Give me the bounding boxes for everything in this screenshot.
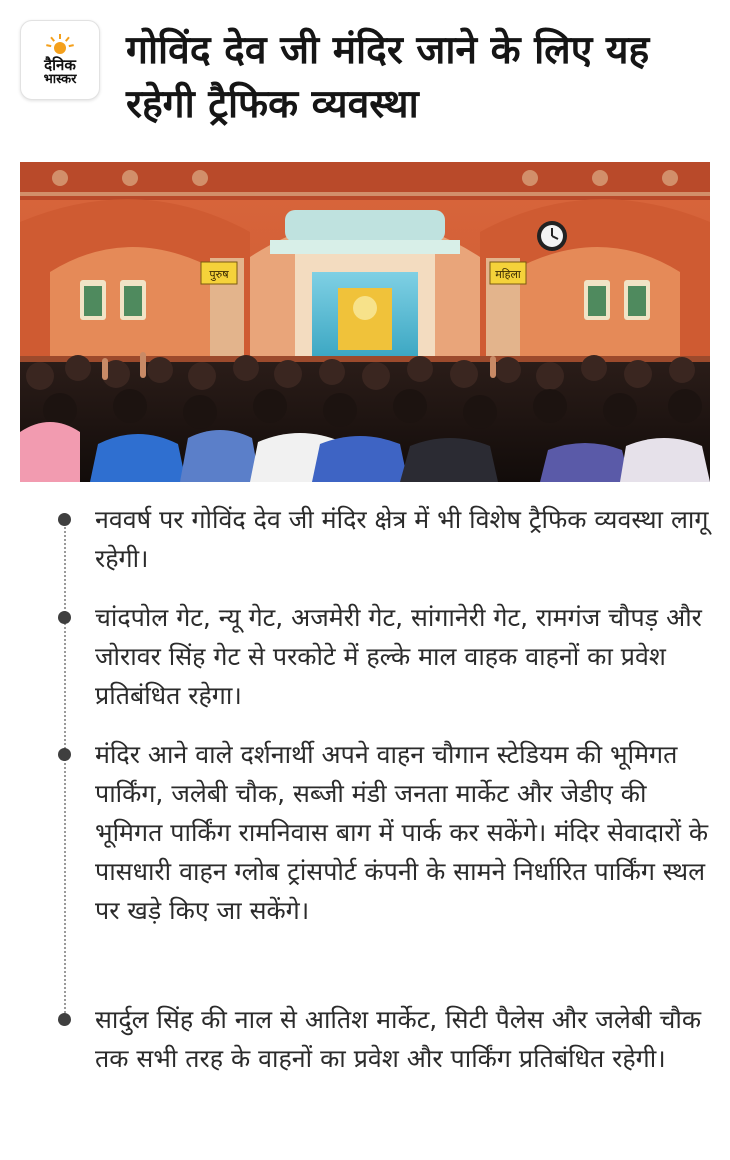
bullet-text: चांदपोल गेट, न्यू गेट, अजमेरी गेट, सांगानेरी गेट, रामगंज चौपड़ और जोरावर सिंह गेट से परकोटे में हल्के माल वाहक वाहनों का प्रवेश प्रतिबंधित रहेगा। [95, 603, 702, 710]
sign-purush: पुरुष [209, 268, 229, 281]
bullet-dot-icon [58, 611, 71, 624]
bullet-text: सार्दुल सिंह की नाल से आतिश मार्केट, सिटी पैलेस और जलेबी चौक तक सभी तरह के वाहनों का प्रवेश और पार्किंग प्रतिबंधित रहेगी। [95, 1005, 702, 1073]
bullet-text: मंदिर आने वाले दर्शनार्थी अपने वाहन चौगान स्टेडियम की भूमिगत पार्किंग, जलेबी चौक, सब्जी मंडी जनता मार्केट और जेडीए की भूमिगत पार्किंग रामनिवास बाग में पार्क कर सकेंगे। मंदिर सेवादारों के पासधारी वाहन ग्लोब ट्रांसपोर्ट कंपनी के सामने निर्धारित पार्किंग स्थल पर खड़े किए जा सकेंगे। [95, 740, 709, 925]
logo-text-line2: भास्कर [43, 71, 77, 87]
bullet-dot-icon [58, 748, 71, 761]
logo-text-line1: दैनिक [44, 55, 76, 74]
sign-mahila: महिला [495, 268, 521, 281]
bullet-dot-icon [58, 513, 71, 526]
bullet-text: नववर्ष पर गोविंद देव जी मंदिर क्षेत्र में भी विशेष ट्रैफिक व्यवस्था लागू रहेगी। [95, 505, 709, 573]
headline: गोविंद देव जी मंदिर जाने के लिए यह रहेगी ट्रैफिक व्यवस्था [126, 28, 650, 127]
bullet-dot-icon [58, 1013, 71, 1026]
